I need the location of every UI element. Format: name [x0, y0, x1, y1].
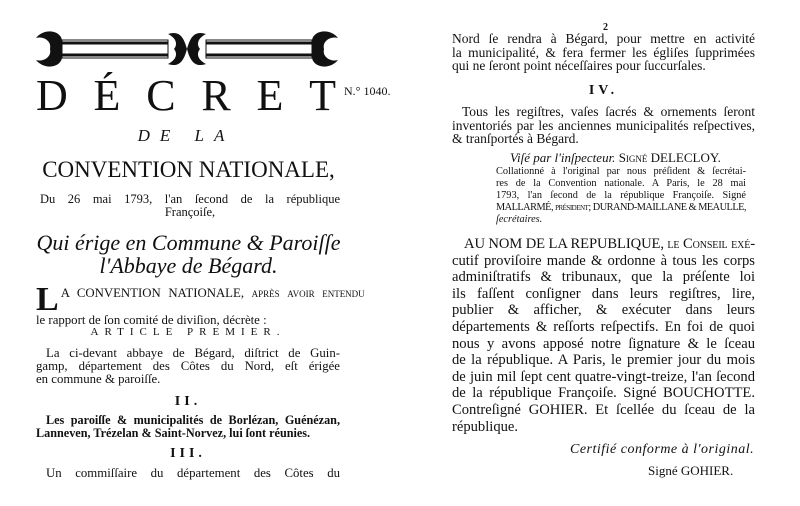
certification: Certifié conforme à l'original. — [570, 442, 755, 457]
de-la-heading: DE LA — [137, 126, 235, 145]
date-line: Du 26 mai 1793, l'an ſecond de la république — [40, 192, 340, 206]
title-letter: E — [256, 71, 284, 120]
article-3-continuation — [452, 32, 755, 73]
inspector-visa — [510, 150, 721, 166]
intro-line: le rapport de ſon comité de diviſion, décrète : — [36, 313, 267, 327]
text-line: la municipalité, & fera fermer les égliſes ſupprimées — [452, 44, 755, 60]
text-line: cutif proviſoire mande & ordonne à tous les corps — [452, 252, 755, 269]
promulgation-paragraph — [452, 236, 755, 435]
text-line: qui ne ſeront point néceſſaires pour ſuccurſales. — [452, 58, 706, 74]
visa-signature: Signé DELECLOY. — [618, 150, 721, 165]
text-line: La ci-devant abbaye de Bégard, diſtrict de Guin- — [46, 346, 340, 360]
text-line: en commune & paroiſſe. — [36, 372, 161, 386]
decree-date — [40, 193, 340, 219]
title-letter: T — [309, 71, 336, 120]
article-3-text — [36, 467, 340, 480]
text-line: Un commiſſaire du département des Côtes du — [46, 466, 340, 480]
article-2-heading: II. — [174, 394, 202, 409]
drop-cap: L — [36, 281, 59, 318]
page-number: 2 — [603, 22, 608, 33]
visa-prefix: Viſé par l'inſpecteur. — [510, 150, 616, 165]
date-line: Françoiſe, — [164, 205, 216, 219]
text-line: MALLARMÉ, préſident; DURAND-MAILLANE & MEAULLE, — [496, 202, 746, 213]
article-1-heading: ARTICLE PREMIER. — [90, 326, 286, 338]
text-line: & tranſportés à Bégard. — [452, 131, 579, 147]
collation-note — [496, 166, 746, 226]
decree-number: N.° 1040. — [344, 84, 391, 98]
text-line: Contreſigné GOHIER. Et ſcellée du ſceau de la — [452, 401, 755, 418]
text-line: gamp, département des Côtes du Nord, eſt érigée — [36, 359, 340, 373]
text-line: nous y avons apposé notre ſignature & le ſceau — [452, 335, 755, 352]
text-line: de la république. A Paris, le premier jour du mois — [452, 352, 755, 369]
article-4-heading: IV. — [588, 83, 619, 98]
decree-subject — [36, 231, 341, 277]
text-line: de juin mil ſept cent quatre-vingt-treize, l'an ſecond — [452, 368, 755, 385]
text-line: république. — [452, 418, 519, 435]
text-line: Lanneven, Trézelan & Saint-Norvez, lui ſont réunies. — [36, 426, 311, 440]
subject-line: Qui érige en Commune & Paroiſſe — [36, 230, 341, 255]
convention-heading: CONVENTION NATIONALE, — [42, 157, 335, 182]
article-3-heading: III. — [170, 446, 206, 461]
ornamental-header-band — [34, 28, 340, 70]
title-letter: C — [146, 71, 176, 120]
text-line: ils faſſent conſigner dans leurs regiſtres, lire, — [452, 285, 755, 302]
text-line: publier & afficher, & exécuter dans leurs — [452, 302, 755, 319]
final-signature: Signé GOHIER. — [648, 463, 734, 478]
text-line: de la république Françoiſe. Signé BOUCHOTTE. — [452, 385, 755, 402]
title-letter: É — [93, 71, 121, 120]
intro-line: A CONVENTION NATIONALE, après avoir entendu — [60, 286, 365, 300]
subject-line: l'Abbaye de Bégard. — [99, 253, 278, 278]
text-line: res de la Convention nationale. A Paris, le 28 mai — [496, 178, 746, 189]
text-line: Collationné à l'original par nous préſident & ſecrétai- — [496, 166, 746, 177]
title-letter: D — [36, 71, 68, 120]
title-letter: R — [201, 71, 231, 120]
text-line: ſecrétaires. — [496, 214, 543, 225]
intro-paragraph — [36, 281, 365, 327]
text-line: départements & reſſorts reſpectifs. En foi de quoi — [452, 318, 755, 335]
text-line: inventoriés par les anciennes municipalités reſpectives, — [452, 117, 755, 133]
text-line: Les paroiſſe & municipalités de Borlézan, Guénézan, — [46, 413, 340, 427]
article-4-text — [452, 105, 755, 146]
article-1-text — [36, 347, 340, 386]
text-line: Nord ſe rendra à Bégard, pour mettre en activité — [452, 31, 755, 46]
text-line: Tous les regiſtres, vaſes ſacrés & ornements ſeront — [462, 104, 755, 119]
text-line: adminiſtratifs & tribunaux, que la préſente loi — [452, 269, 755, 286]
text-line: 1793, l'an ſecond de la république Françoiſe. Signé — [496, 190, 746, 201]
text-line: AU NOM DE LA REPUBLIQUE, le Conſeil exé- — [464, 236, 755, 252]
article-2-text — [36, 414, 340, 440]
decree-title — [36, 71, 336, 120]
